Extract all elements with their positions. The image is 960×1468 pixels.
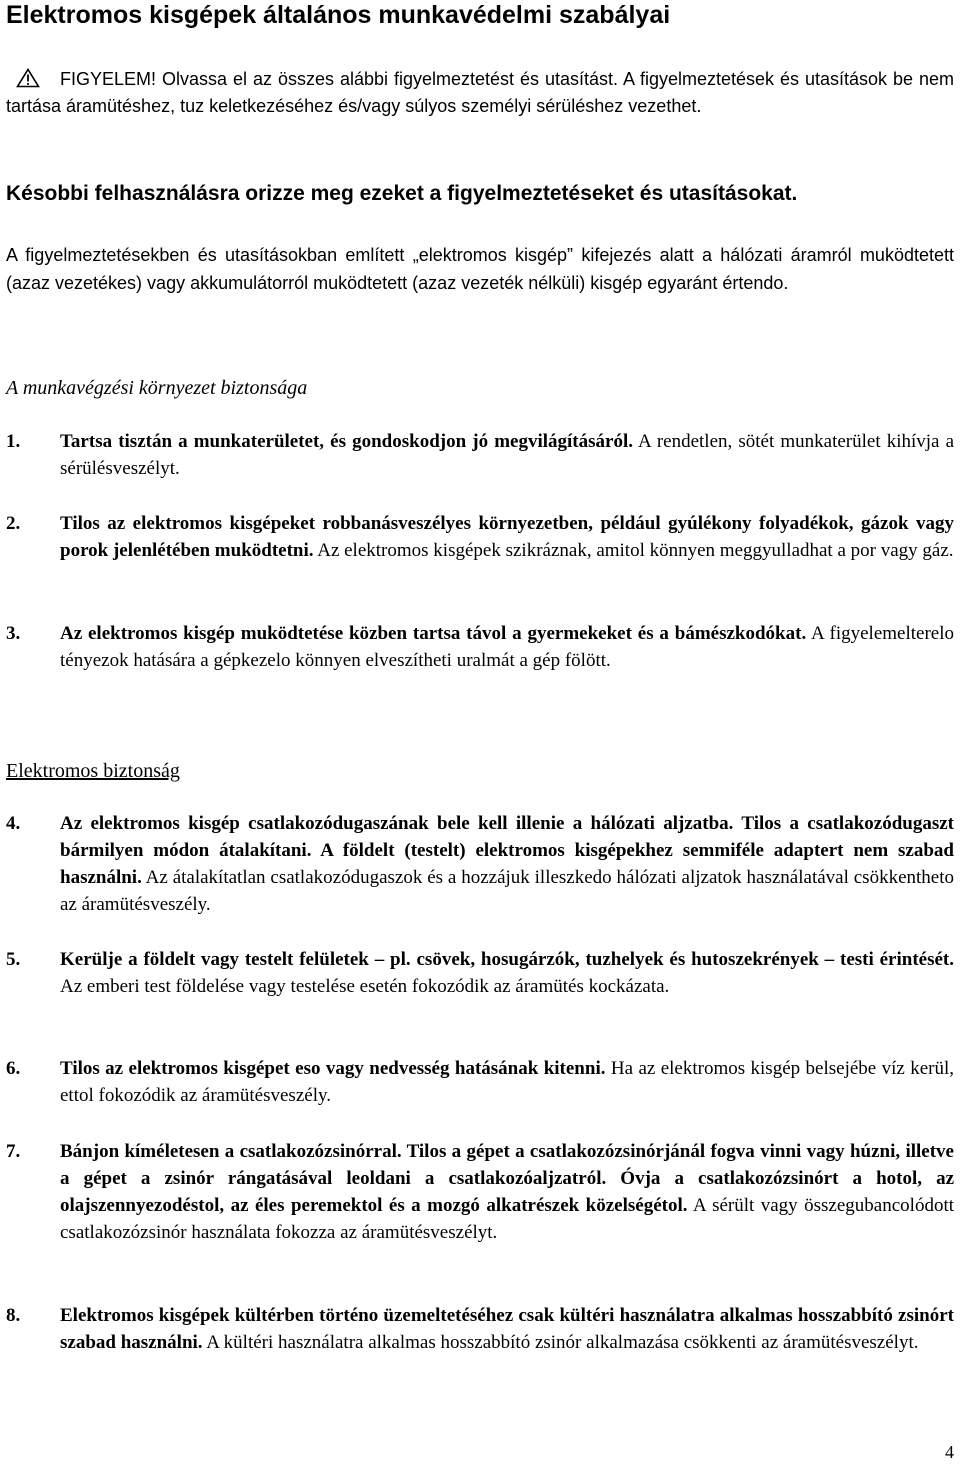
item-number: 1. xyxy=(6,431,21,452)
item-text: Az átalakítatlan csatlakozódugaszok és a hozzájuk illeszkedo hálózati aljzatok használatával csökkentheto az áramütésveszély. xyxy=(60,867,954,915)
item-number: 5. xyxy=(6,949,21,970)
item-bold-text: Az elektromos kisgép muködtetése közben tartsa távol a gyermekeket és a bámészkodókat. xyxy=(60,623,807,644)
item-number: 6. xyxy=(6,1058,21,1079)
item-text: A figyelemelterelo tényezok hatására a gépkezelo könnyen elveszítheti uralmát a gép fölött. xyxy=(60,623,955,671)
item-number: 3. xyxy=(6,623,21,644)
keep-instructions-notice: Késobbi felhasználásra orizze meg ezeket a figyelmeztetéseket és utasításokat. xyxy=(6,182,798,205)
item-bold-text: Tilos az elektromos kisgépeket robbanásveszélyes környezetben, például gyúlékony folyadékok, gázok vagy porok jelenlétében muködtetni. xyxy=(60,513,954,561)
item-text: Ha az elektromos kisgép belsejébe víz kerül, ettol fokozódik az áramütésveszély. xyxy=(60,1058,955,1106)
item-number: 2. xyxy=(6,513,21,534)
item-bold-text: Elektromos kisgépek kültérben történo üzemeltetéséhez csak kültéri használatra alkalmas hosszabbító zsinórt szabad használni. xyxy=(60,1305,954,1353)
list-item xyxy=(6,1138,954,1246)
section-title-work-area: A munkavégzési környezet biztonsága xyxy=(6,377,308,399)
warning-text: A figyelmeztetések és utasítások be nem tartása áramütéshez, tuz keletkezéséhez és/vagy súlyos személyi sérüléshez vezethet. xyxy=(6,69,955,116)
item-text: Az elektromos kisgépek szikráznak, amitol könnyen meggyulladhat a por vagy gáz. xyxy=(317,540,954,561)
item-bold-text: Az elektromos kisgép csatlakozódugaszának bele kell illenie a hálózati aljzatba. Tilos a csatlakozódugaszt bármilyen módon átalakítani. A földelt (testelt) elektromos kisgépekhez semmiféle adaptert nem szabad használni. xyxy=(60,813,954,888)
item-bold-text: Kerülje a földelt vagy testelt felületek – pl. csövek, hosugárzók, tuzhelyek és hutoszekrények – testi érintését. xyxy=(60,949,954,970)
list-item xyxy=(6,1302,954,1356)
item-text: A rendetlen, sötét munkaterület kihívja a sérülésveszélyt. xyxy=(60,431,955,479)
item-bold-text: Bánjon kíméletesen a csatlakozózsinórral. Tilos a gépet a csatlakozózsinórjánál fogva vinni vagy húzni, illetve a gépet a zsinór rángatásával leoldani a csatlakozóaljzatról. Óvja a csatlakozózsinórt a hotol, az olajszennyezodéstol, az éles peremektol és a mozgó alkatrészek közelségétol. xyxy=(60,1141,954,1216)
list-item xyxy=(6,620,954,674)
item-text: A kültéri használatra alkalmas hosszabbító zsinór alkalmazása csökkenti az áramütésveszélyt. xyxy=(206,1332,919,1353)
list-item xyxy=(6,510,954,564)
list-item xyxy=(6,1055,954,1109)
item-number: 7. xyxy=(6,1141,21,1162)
warning-bold-text: FIGYELEM! Olvassa el az összes alábbi figyelmeztetést és utasítást. xyxy=(60,69,618,89)
intro-paragraph: A figyelmeztetésekben és utasításokban említett „elektromos kisgép” kifejezés alatt a hálózati áramról muködtetett (azaz vezetékes) vagy akkumulátorról muködtetett (azaz vezeték nélküli) kisgép egyaránt értendo. xyxy=(6,245,954,293)
item-number: 4. xyxy=(6,813,21,834)
list-item xyxy=(6,810,954,918)
item-bold-text: Tilos az elektromos kisgépet eso vagy nedvesség hatásának kitenni. xyxy=(60,1058,606,1079)
item-bold-text: Tartsa tisztán a munkaterületet, és gondoskodjon jó megvilágításáról. xyxy=(60,431,633,452)
page-number: 4 xyxy=(945,1442,954,1462)
list-item xyxy=(6,428,954,482)
warning-triangle-icon xyxy=(16,68,40,88)
item-text: Az emberi test földelése vagy testelése esetén fokozódik az áramütés kockázata. xyxy=(60,976,670,997)
page-title: Elektromos kisgépek általános munkavédelmi szabályai xyxy=(6,1,671,29)
item-text: A sérült vagy összegubancolódott csatlakozózsinór használata fokozza az áramütésveszélyt. xyxy=(60,1195,954,1243)
list-item xyxy=(6,946,954,1000)
warning-paragraph xyxy=(6,66,954,120)
item-number: 8. xyxy=(6,1305,21,1326)
section-title-electrical: Elektromos biztonság xyxy=(6,760,180,782)
